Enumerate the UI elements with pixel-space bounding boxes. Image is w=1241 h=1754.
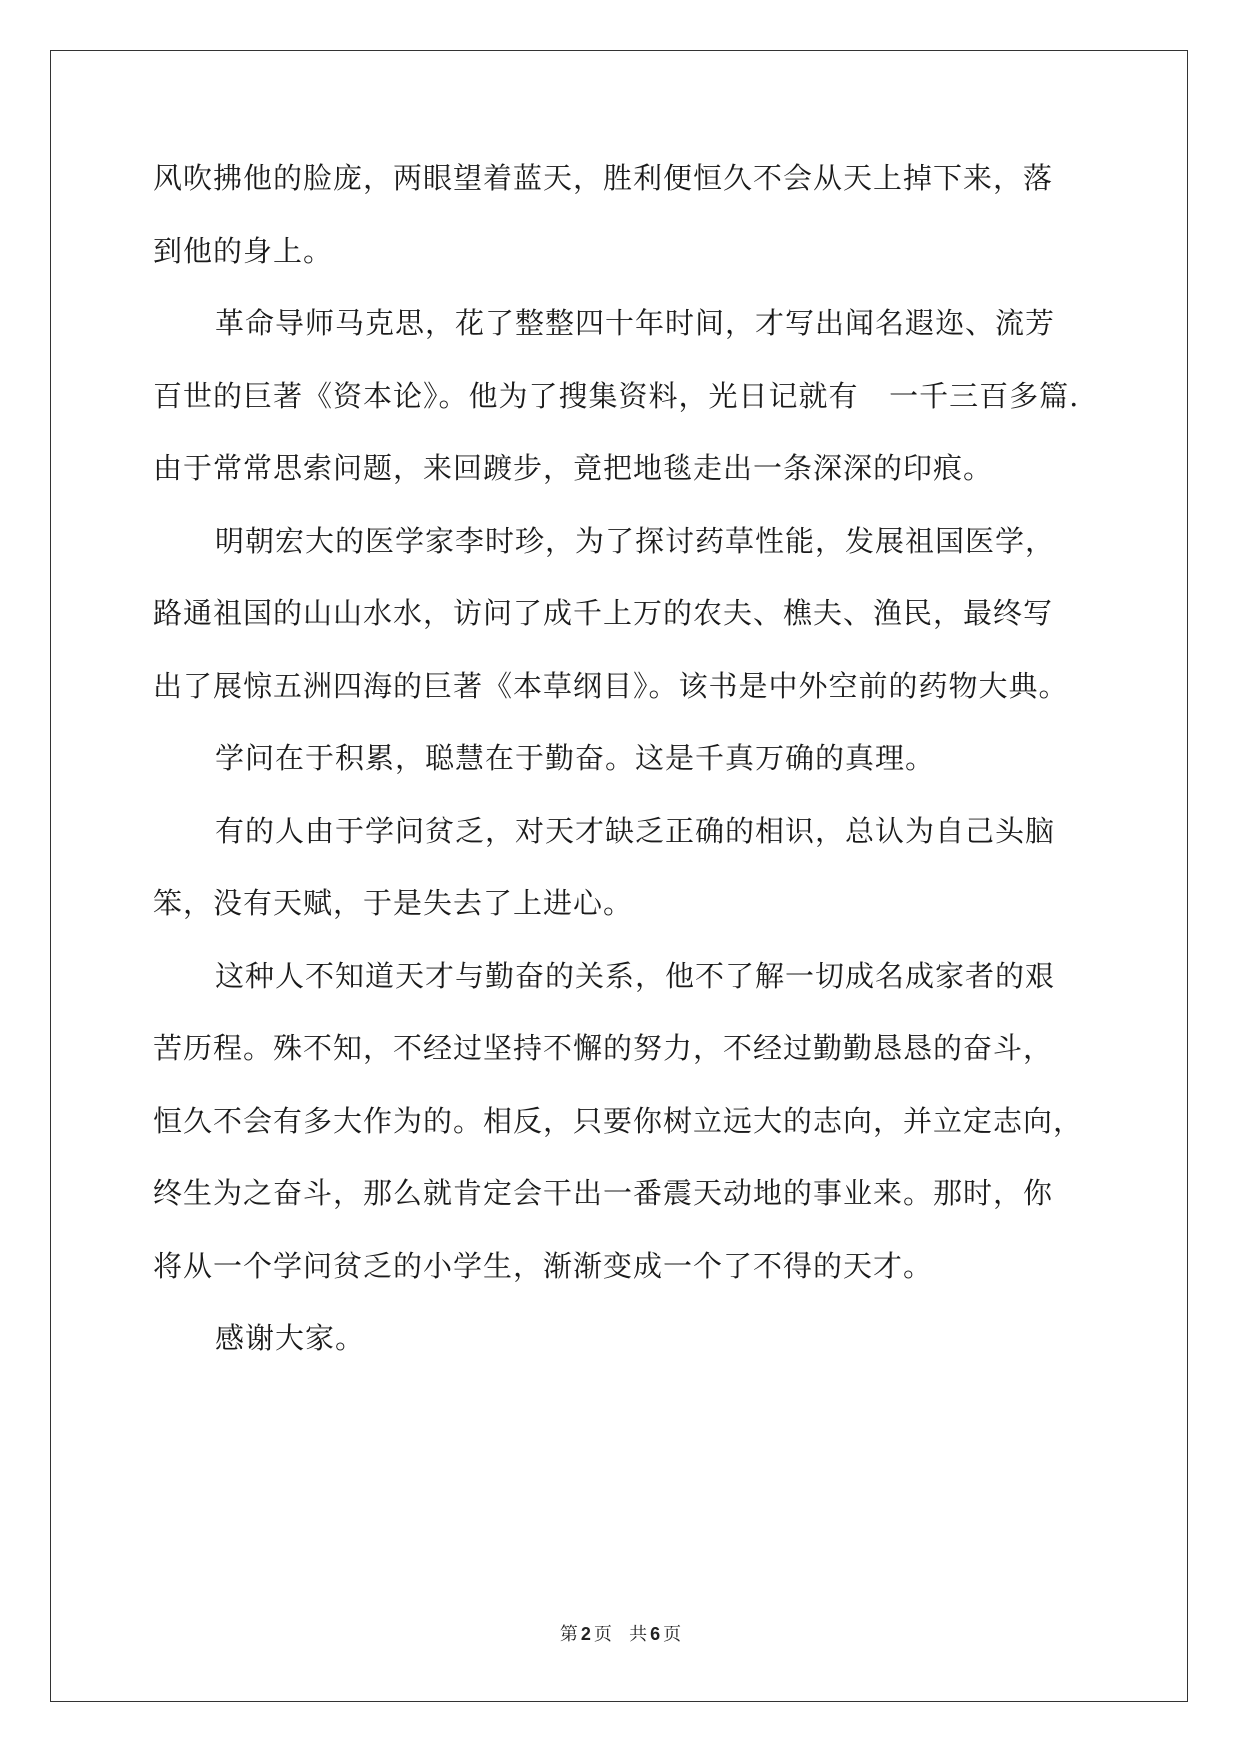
- text-line: 恒久不会有多大作为的。相反，只要你树立远大的志向，并立定志向，: [153, 1104, 1084, 1138]
- total-suffix: 页: [663, 1624, 682, 1645]
- text-line: 感谢大家。: [215, 1321, 366, 1355]
- text-line: 出了展惊五洲四海的巨著《本草纲目》。该书是中外空前的药物大典。: [153, 669, 1069, 703]
- text-line: 这种人不知道天才与勤奋的关系，他不了解一切成名成家者的艰: [215, 959, 1056, 993]
- page-border: [50, 50, 1188, 1702]
- total-pages: 6: [650, 1624, 661, 1644]
- text-line: 革命导师马克思，花了整整四十年时间，才写出闻名遐迩、流芳: [215, 306, 1056, 340]
- text-line: 由于常常思索问题，来回踱步，竟把地毯走出一条深深的印痕。: [153, 451, 994, 485]
- text-line: 明朝宏大的医学家李时珍，为了探讨药草性能，发展祖国医学，: [215, 524, 1056, 558]
- text-line: 苦历程。殊不知，不经过坚持不懈的努力，不经过勤勤恳恳的奋斗，: [153, 1031, 1054, 1065]
- page-suffix: 页: [593, 1624, 612, 1645]
- text-line: 百世的巨著《资本论》。他为了搜集资料，光日记就有 一千三百多篇.: [153, 379, 1080, 413]
- text-line: 笨，没有天赋，于是失去了上进心。: [153, 886, 634, 920]
- text-line: 到他的身上。: [153, 234, 334, 268]
- text-line: 路通祖国的山山水水，访问了成千上万的农夫、樵夫、渔民，最终写: [153, 596, 1054, 630]
- page-footer: [0, 1620, 1241, 1646]
- total-prefix: 共: [629, 1624, 648, 1645]
- text-line: 终生为之奋斗，那么就肯定会干出一番震天动地的事业来。那时，你: [153, 1176, 1054, 1210]
- page-prefix: 第: [559, 1624, 578, 1645]
- text-line: 将从一个学问贫乏的小学生，渐渐变成一个了不得的天才。: [153, 1249, 934, 1283]
- text-line: 学问在于积累，聪慧在于勤奋。这是千真万确的真理。: [215, 741, 936, 775]
- text-line: 风吹拂他的脸庞，两眼望着蓝天，胜利便恒久不会从天上掉下来，落: [153, 161, 1054, 195]
- text-line: 有的人由于学问贫乏，对天才缺乏正确的相识，总认为自己头脑: [215, 814, 1056, 848]
- page-number: 2: [580, 1624, 591, 1644]
